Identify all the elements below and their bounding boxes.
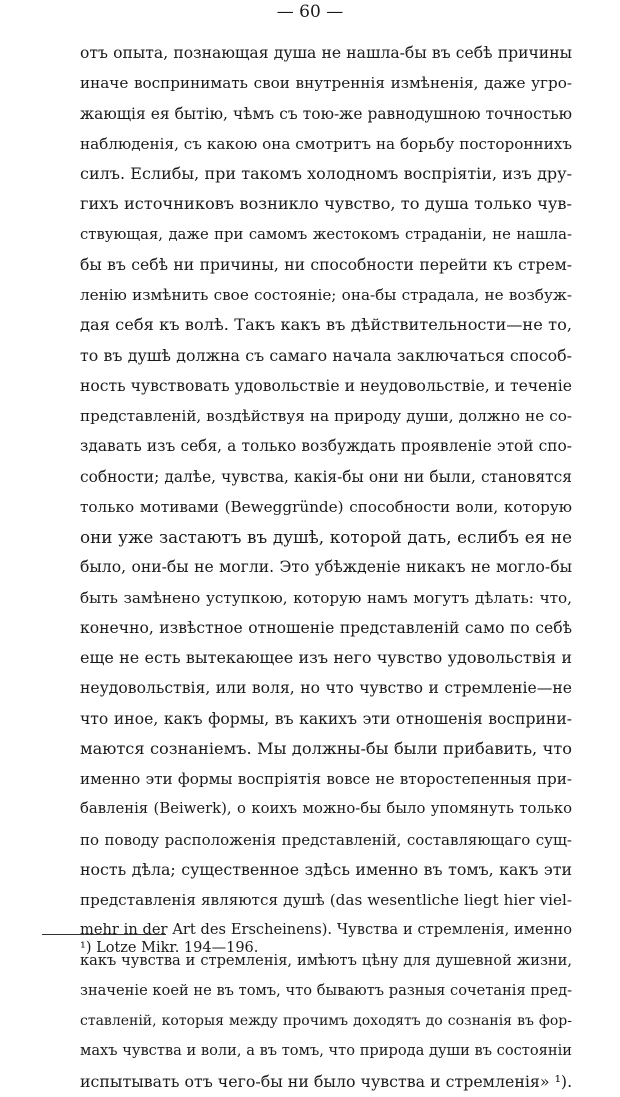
text-line: дая себя къ волѣ. Такъ какъ въ дѣйствительности—не то, [80, 315, 572, 335]
footnote: ¹) Lotze Mikr. 194—196. [80, 940, 259, 956]
text-line: представленій, воздѣйствуя на природу души, должно не со- [80, 407, 572, 425]
text-line: махъ чувства и воли, а въ томъ, что природа души въ состояніи [80, 1042, 572, 1060]
text-line: испытывать отъ чего-бы ни было чувства и стремленія» ¹). [80, 1071, 573, 1091]
text-line: ность дѣла; существенное здѣсь именно въ томъ, какъ эти [80, 859, 572, 879]
text-line: mehr in der Art des Erscheinens). Чувства и стремленія, именно [80, 921, 572, 939]
text-line: только мотивами (Beweggründe) способности воли, которую [80, 497, 572, 516]
text-line: было, они-бы не могли. Это убѣжденіе никакъ не могло-бы [80, 558, 572, 577]
text-line: какъ чувства и стремленія, имѣютъ цѣну для душевной жизни, [80, 951, 572, 969]
page-number: — 60 — [276, 2, 344, 22]
text-line: ствующая, даже при самомъ жестокомъ страданіи, не нашла- [80, 225, 572, 243]
text-line: конечно, извѣстное отношеніе представленій само по себѣ [80, 618, 572, 637]
text-line: маются сознаніемъ. Мы должны-бы были прибавить, что [80, 738, 572, 758]
text-line: здавать изъ себя, а только возбуждать проявленіе этой спо- [80, 437, 572, 456]
text-line: гихъ источниковъ возникло чувство, то душа только чув- [80, 194, 572, 214]
text-line: еще не есть вытекающее изъ него чувство удовольствія и [80, 648, 572, 667]
text-line: что иное, какъ формы, въ какихъ эти отношенія восприни- [80, 709, 572, 728]
text-line: значеніе коей не въ томъ, что бываютъ разныя сочетанія пред- [80, 981, 572, 999]
text-line: бы въ себѣ ни причины, ни способности перейти къ стрем- [80, 255, 572, 274]
text-line: представленія являются душѣ (das wesentliche liegt hier viel- [80, 891, 572, 909]
text-line: жающія ея бытію, чѣмъ съ тою-же равнодушною точностью [80, 104, 572, 123]
footnote-divider [42, 934, 166, 935]
text-line: отъ опыта, познающая душа не нашла-бы въ себѣ причины [80, 44, 572, 62]
text-line: ленію измѣнить свое состояніе; она-бы страдала, не возбуж- [80, 286, 572, 304]
text-line: по поводу расположенія представленій, составляющаго сущ- [80, 830, 572, 849]
text-line: иначе воспринимать свои внутреннія измѣненія, даже угро- [80, 74, 572, 93]
text-line: то въ душѣ должна съ самаго начала заключаться способ- [80, 345, 572, 365]
text-line: бавленія (Beiwerk), о коихъ можно-бы было упомянуть только [80, 800, 572, 818]
text-line: быть замѣнено уступкою, которую намъ могутъ дѣлать: что, [80, 588, 572, 607]
text-line: ность чувствовать удовольствіе и неудовольствіе, и теченіе [80, 376, 572, 395]
text-line: наблюденія, съ какою она смотритъ на борьбу постороннихъ [80, 134, 572, 153]
text-line: силъ. Еслибы, при такомъ холодномъ воспріятіи, изъ дру- [80, 164, 572, 183]
text-line: ставленій, которыя между прочимъ доходятъ до сознанія въ фор- [80, 1013, 572, 1029]
text-line: собности; далѣе, чувства, какія-бы они ни были, становятся [80, 467, 572, 486]
text-line: они уже застаютъ въ душѣ, которой дать, еслибъ ея не [80, 527, 572, 547]
text-line: именно эти формы воспріятія вовсе не второстепенныя при- [80, 770, 572, 788]
text-line: неудовольствія, или воля, но что чувство и стремленіе—не [80, 679, 572, 698]
